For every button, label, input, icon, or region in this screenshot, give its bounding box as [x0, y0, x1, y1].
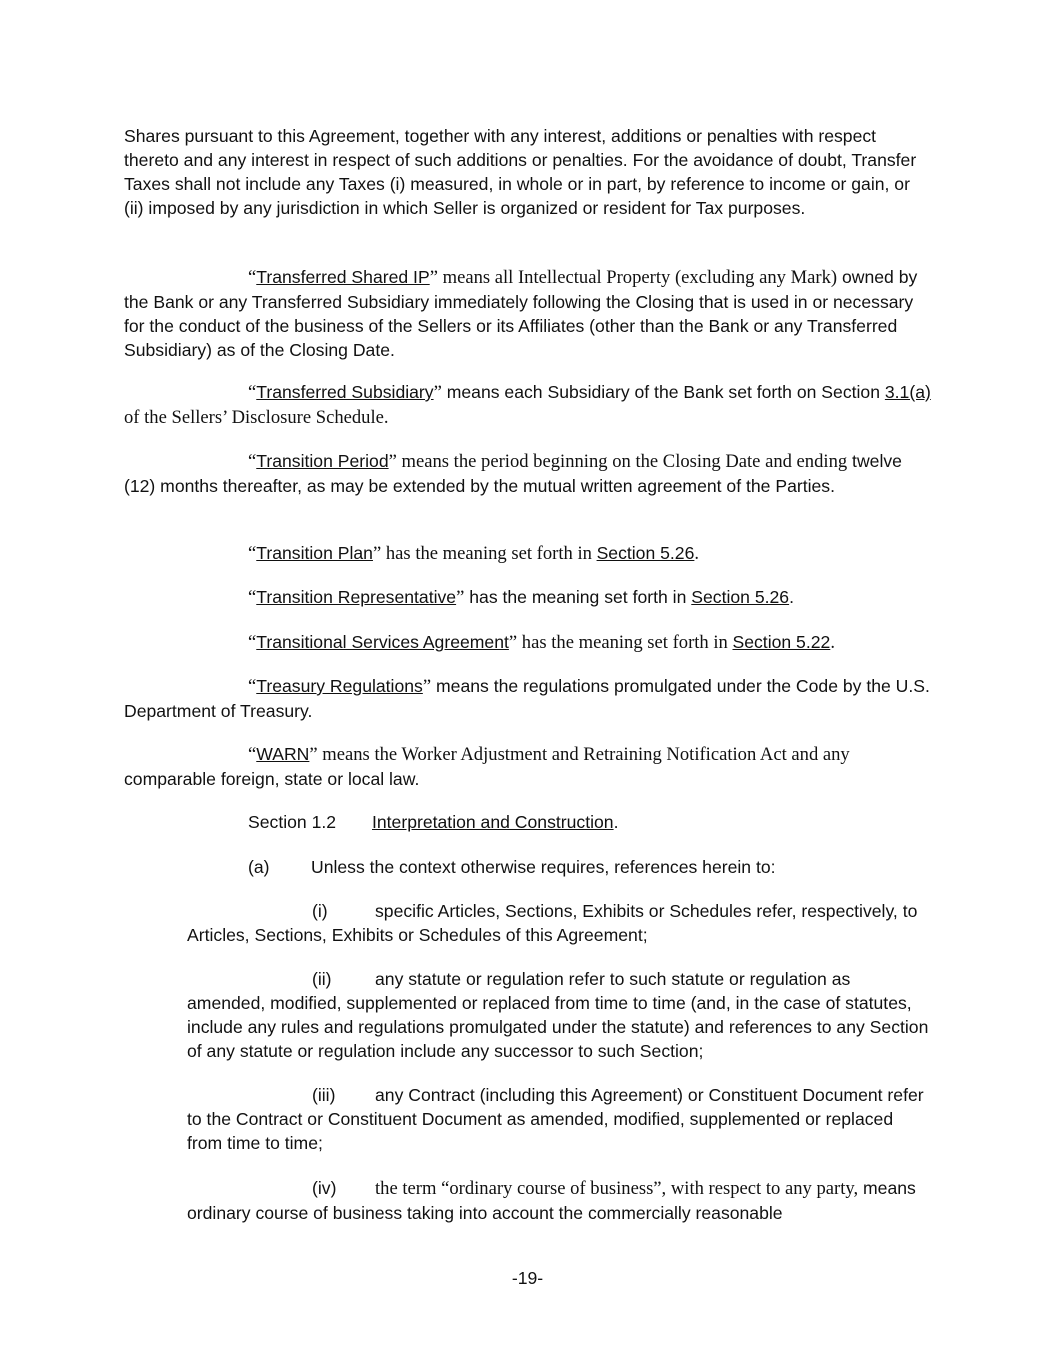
definition-transitional-services-agreement: “Transitional Services Agreement” has the meaning set forth in Section 5.22.: [248, 632, 835, 653]
defined-term: Transitional Services Agreement: [256, 632, 509, 652]
definition-warn: “WARN” means the Worker Adjustment and Retraining Notification Act and any comparable foreign, state or local law.: [124, 744, 850, 789]
definition-transferred-shared-ip: “Transferred Shared IP” means all Intellectual Property (excluding any Mark) owned by the Bank or any Transferred Subsidiary immediately following the Closing that is used in or necessary for the conduct of the business of the Sellers or its Affiliates (other than the Bank or any Transferred Subsidiary) as of the Closing Date.: [124, 267, 918, 360]
item-label: (iv): [312, 1178, 337, 1198]
item-ii: (ii) any statute or regulation refer to such statute or regulation as amended, modified, supplemented or replaced from time to time (and, in the case of statutes, include any rules and regulations promulgated under the statute) and references to any Section of any statute or regulation include any successor to such Section;: [187, 969, 929, 1061]
section-number: Section 1.2: [248, 812, 337, 832]
section-reference: Section 5.22: [732, 632, 831, 652]
section-reference: 3.1(a): [884, 382, 931, 402]
item-iii: (iii) any Contract (including this Agreement) or Constituent Document refer to the Contract or Constituent Document as amended, modified, supplemented or replaced from time to time;: [187, 1085, 924, 1153]
defined-term: Transferred Shared IP: [256, 267, 430, 287]
page-number: -19-: [511, 1268, 544, 1288]
clause-label: (a): [248, 857, 270, 877]
section-reference: Section 5.26: [691, 587, 790, 607]
definition-transition-plan: “Transition Plan” has the meaning set forth in Section 5.26.: [248, 543, 700, 564]
item-i: (i) specific Articles, Sections, Exhibits or Schedules refer, respectively, to Articles, Sections, Exhibits or Schedules of this Agreement;: [187, 901, 918, 945]
defined-term: Transferred Subsidiary: [256, 382, 434, 402]
clause-a: (a) Unless the context otherwise requires, references herein to:: [248, 857, 776, 877]
defined-term: Transition Period: [256, 451, 389, 471]
item-label: (ii): [312, 969, 332, 989]
definition-transition-representative: “Transition Representative” has the meaning set forth in Section 5.26.: [248, 587, 794, 608]
section-heading: Section 1.2 Interpretation and Construction.: [248, 812, 619, 832]
item-iv: (iv) the term “ordinary course of business”, with respect to any party, means ordinary course of business taking into account the commercially reasonable: [187, 1178, 916, 1223]
definition-transition-period: “Transition Period” means the period beginning on the Closing Date and ending twelve (12) months thereafter, as may be extended by the mutual written agreement of the Parties.: [124, 451, 902, 496]
defined-term: WARN: [256, 744, 310, 764]
definition-transferred-subsidiary: “Transferred Subsidiary” means each Subsidiary of the Bank set forth on Section 3.1(a) of the Sellers’ Disclosure Schedule.: [124, 382, 931, 428]
item-label: (iii): [312, 1085, 336, 1105]
item-label: (i): [312, 901, 328, 921]
section-title: Interpretation and Construction: [372, 812, 614, 832]
defined-term: Transition Representative: [256, 587, 457, 607]
intro-paragraph: Shares pursuant to this Agreement, together with any interest, additions or penalties with respect thereto and any interest in respect of such additions or penalties. For the avoidance of doubt, Transfer Taxes shall not include any Taxes (i) measured, in whole or in part, by reference to income or gain, or (ii) imposed by any jurisdiction in which Seller is organized or resident for Tax purposes.: [124, 126, 917, 218]
definition-treasury-regulations: “Treasury Regulations” means the regulations promulgated under the Code by the U.S. Department of Treasury.: [124, 676, 930, 721]
section-reference: Section 5.26: [596, 543, 695, 563]
defined-term: Treasury Regulations: [256, 676, 423, 696]
defined-term: Transition Plan: [256, 543, 373, 563]
